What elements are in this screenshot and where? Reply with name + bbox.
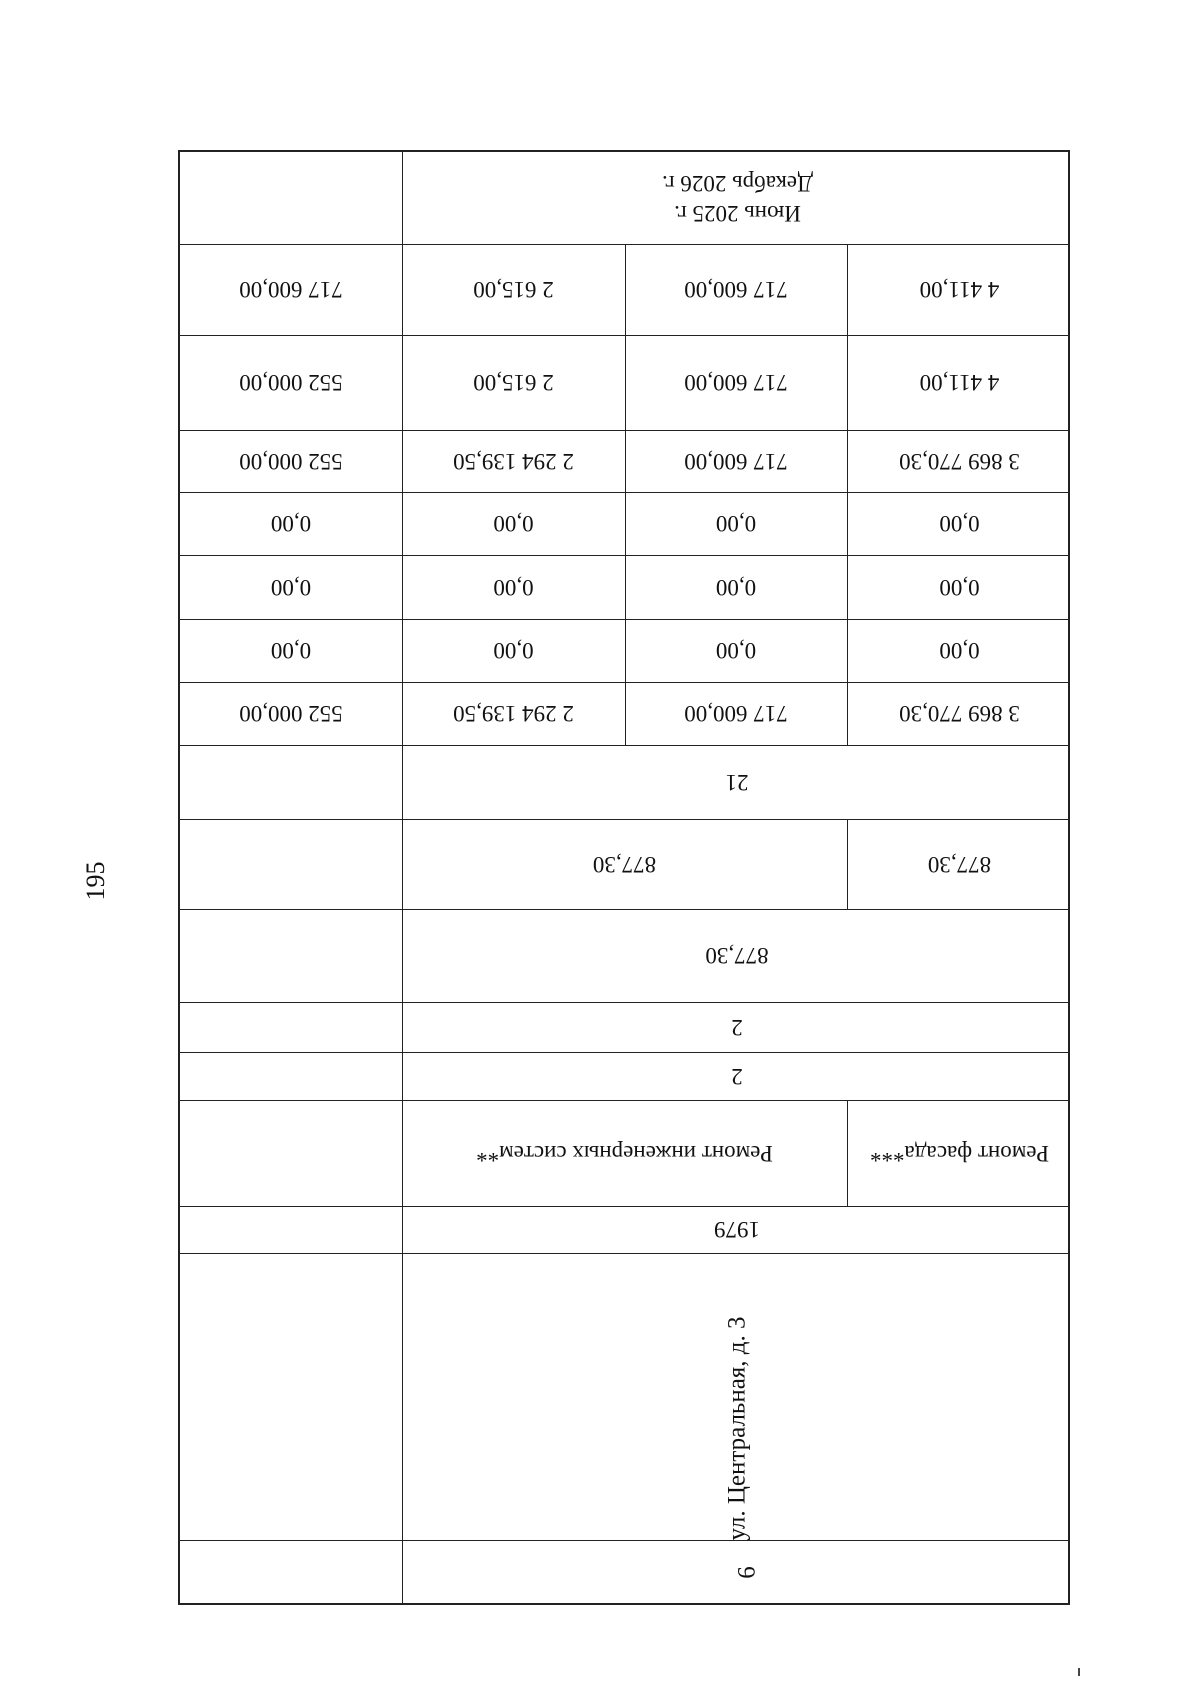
row4-col3: 0,00 [715,511,757,537]
row7-col1: 552 000,00 [239,701,343,727]
row1-col3: 717 600,00 [684,277,788,303]
row4-col1: 0,00 [270,511,312,537]
count-a-cell: 2 [731,1015,743,1040]
row5-col4: 0,00 [939,575,980,600]
row3-col3: 717 600,00 [684,449,788,474]
row2-col3: 717 600,00 [684,370,788,396]
row2-col4: 4 411,00 [919,370,1000,396]
row6-col1: 0,00 [270,638,312,664]
address-text: ул. Центральная, д. 3 [723,1316,751,1541]
row4-col4: 0,00 [939,511,980,537]
area-left-cell: 877,30 [592,852,657,877]
row1-col4: 4 411,00 [919,277,1000,303]
scan-speck [1078,1668,1080,1676]
work-facade-cell: Ремонт фасада*** [869,1141,1050,1166]
row1-col1: 717 600,00 [239,277,343,303]
row7-col4: 3 869 770,30 [899,701,1020,727]
page-number: 195 [81,861,110,901]
work-engineering-cell: Ремонт инженерных систем** [476,1141,773,1166]
period-cell [402,152,1072,244]
row4-col2: 0,00 [493,511,534,537]
row6-col4: 0,00 [939,638,980,664]
row5-col1: 0,00 [270,575,312,600]
row3-col1: 552 000,00 [239,449,343,474]
address-cell [402,1253,1072,1540]
row5-col2: 0,00 [493,575,534,600]
row6-col3: 0,00 [715,638,757,664]
row5-col3: 0,00 [715,575,757,600]
row6-col2: 0,00 [493,638,534,664]
period-start: Июнь 2025 г. [673,201,801,226]
area-right-cell: 877,30 [927,852,992,877]
document-table [178,150,1070,1605]
area-total-cell: 877,30 [705,943,769,969]
row7-col2: 2 294 139,50 [453,701,574,727]
row2-col1: 552 000,00 [239,370,343,396]
row3-col2: 2 294 139,50 [453,449,574,474]
row3-col4: 3 869 770,30 [899,449,1020,474]
count-b-cell: 2 [731,1064,743,1089]
row7-col3: 717 600,00 [684,701,788,727]
row1-col2: 2 615,00 [473,277,554,303]
row-number-cell: 6 [733,1566,760,1579]
row2-col2: 2 615,00 [473,370,554,396]
year-cell: 1979 [714,1217,760,1243]
period-end: Декабрь 2026 г. [661,171,813,196]
residents-cell: 21 [725,770,749,795]
